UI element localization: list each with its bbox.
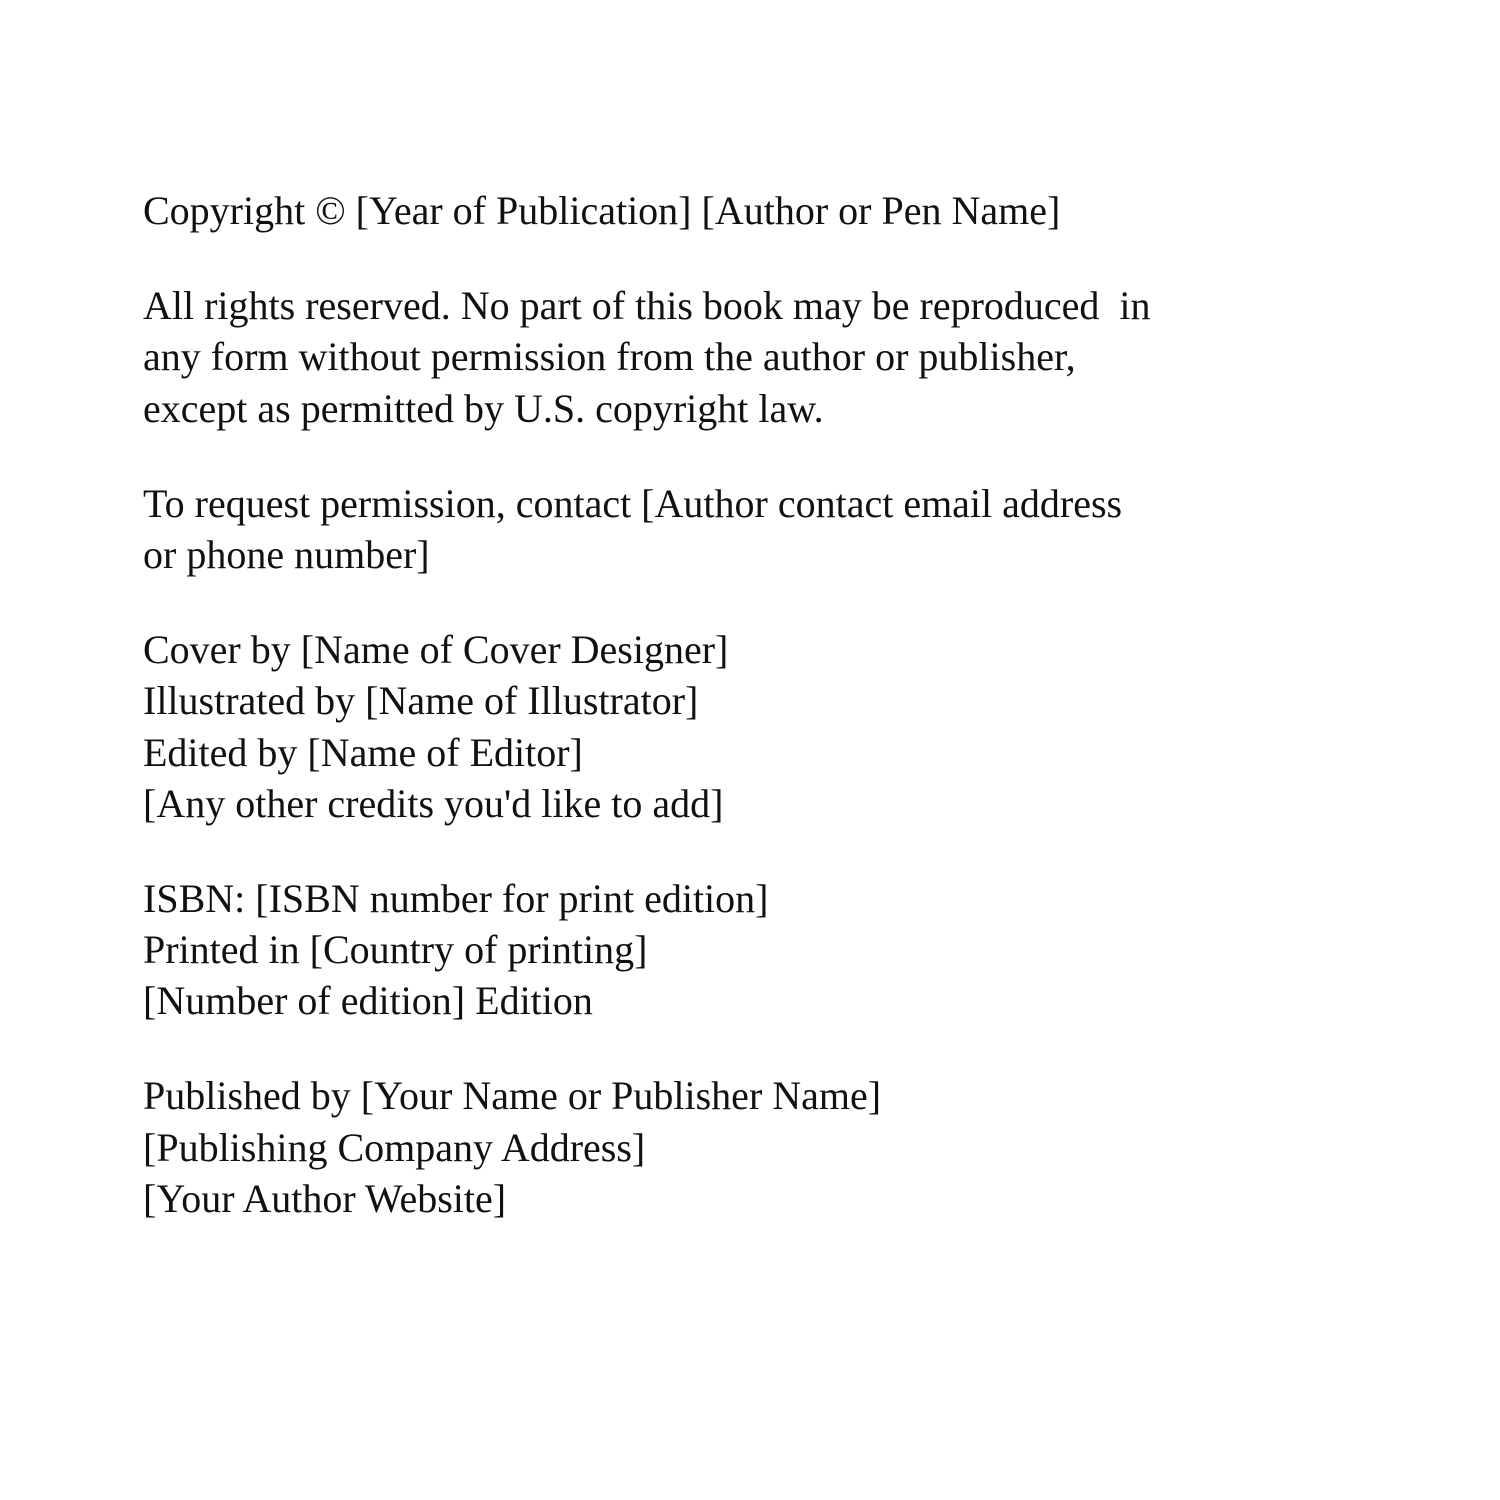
paragraph-edition-details [143, 873, 1350, 1027]
text-line: any form without permission from the author or publisher, [143, 334, 1076, 380]
text-line: [Any other credits you'd like to add] [143, 780, 724, 826]
text-line: Printed in [Country of printing] [143, 927, 648, 973]
text-line: All rights reserved. No part of this book may be reproduced in [143, 283, 1151, 329]
paragraph-copyright-notice [143, 185, 1350, 236]
text-line: ISBN: [ISBN number for print edition] [143, 875, 769, 921]
copyright-page-text [143, 185, 1350, 1224]
text-line: Illustrated by [Name of Illustrator] [143, 678, 699, 724]
text-line: Edited by [Name of Editor] [143, 729, 583, 775]
text-line: Copyright © [Year of Publication] [Author or Pen Name] [143, 188, 1061, 233]
text-line: except as permitted by U.S. copyright law. [143, 385, 824, 431]
text-line: [Number of edition] Edition [143, 978, 593, 1024]
paragraph-publisher-details [143, 1070, 1350, 1224]
text-line: Published by [Your Name or Publisher Name] [143, 1073, 882, 1119]
text-line: [Publishing Company Address] [143, 1124, 646, 1170]
text-line: To request permission, contact [Author contact email address [143, 480, 1123, 526]
text-line: or phone number] [143, 531, 430, 577]
paragraph-rights-reserved [143, 280, 1350, 434]
text-line: Cover by [Name of Cover Designer] [143, 627, 729, 673]
paragraph-credits [143, 624, 1350, 829]
text-line: [Your Author Website] [143, 1175, 507, 1221]
paragraph-permission-request [143, 478, 1350, 580]
